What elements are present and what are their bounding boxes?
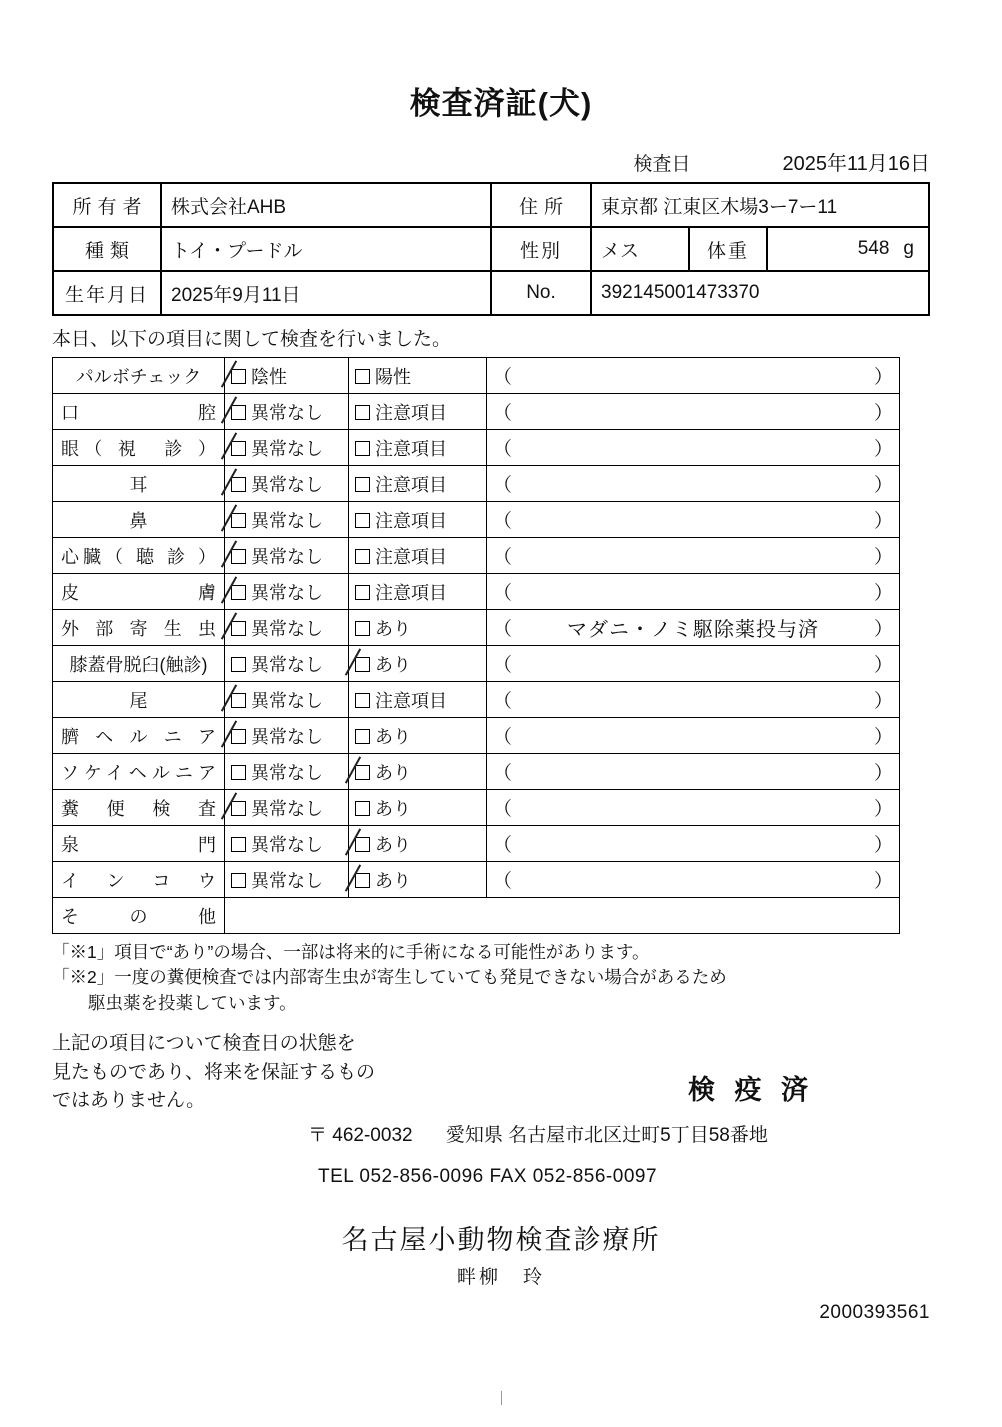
checklist-option-b[interactable] (349, 826, 487, 862)
page-bottom-tick (501, 1391, 502, 1405)
checklist-option-b[interactable] (349, 538, 487, 574)
checklist-option-a[interactable] (225, 358, 349, 394)
no-label: No. (492, 272, 592, 314)
checkbox-icon[interactable] (355, 801, 370, 816)
checkbox-icon[interactable] (355, 693, 370, 708)
checklist-option-b[interactable] (349, 574, 487, 610)
checklist-item-label: 泉 門 (53, 826, 225, 862)
checklist-option-b[interactable] (349, 358, 487, 394)
checklist-option-b-label: あり (375, 762, 411, 783)
checkbox-icon[interactable] (355, 513, 370, 528)
checklist-row (53, 718, 900, 754)
checklist-comment-cell[interactable] (487, 790, 900, 826)
header-row-owner (54, 184, 928, 228)
clinic-contact: TEL 052-856-0096 FAX 052-856-0097 (318, 1166, 658, 1188)
weight-label: 体重 (690, 228, 768, 270)
checklist-option-b-label: 注意項目 (375, 690, 447, 711)
disclaimer-line-1: 上記の項目について検査日の状態を (52, 1033, 356, 1055)
checklist-comment-cell[interactable] (487, 430, 900, 466)
serial-number: 2000393561 (819, 1302, 930, 1324)
checklist-row (53, 898, 900, 934)
checklist-row (53, 790, 900, 826)
checklist-option-b-label: あり (375, 870, 411, 891)
header-row-birth (54, 272, 928, 316)
paren-open: （ (493, 475, 513, 496)
paren-open: （ (493, 799, 513, 820)
checklist-option-a-label: 異常なし (251, 798, 323, 819)
disclaimer-line-2: 見たものであり、将来を保証するもの (52, 1061, 376, 1083)
intro-text: 本日、以下の項目に関して検査を行いました。 (52, 329, 452, 350)
weight-value-cell (768, 228, 928, 270)
checklist-item-label: 外 部 寄 生 虫 (53, 610, 225, 646)
checklist-row (53, 754, 900, 790)
checklist-option-a-label: 異常なし (251, 618, 323, 639)
checklist-option-a-label: 異常なし (251, 690, 323, 711)
checklist-option-b[interactable] (349, 646, 487, 682)
footnote-3: 駆虫薬を投薬しています。 (88, 992, 297, 1013)
checklist-item-label: 尾 (53, 682, 225, 718)
checklist-option-a-label: 異常なし (251, 510, 323, 531)
paren-open: （ (493, 871, 513, 892)
checklist-option-a[interactable] (225, 466, 349, 502)
checkbox-icon[interactable] (355, 765, 370, 780)
checklist-option-a[interactable] (225, 502, 349, 538)
checklist-row (53, 574, 900, 610)
checkbox-icon[interactable] (231, 729, 246, 744)
sex-value: メス (592, 228, 690, 270)
checklist-row (53, 538, 900, 574)
checklist-item-label: ソケイヘルニア (53, 754, 225, 790)
checklist-option-a[interactable] (225, 790, 349, 826)
checklist-option-b-label: 注意項目 (375, 474, 447, 495)
checklist-item-label: 口 腔 (53, 394, 225, 430)
checklist-comment-cell[interactable] (487, 394, 900, 430)
checklist-option-a[interactable] (225, 826, 349, 862)
checklist-option-a[interactable] (225, 610, 349, 646)
checkbox-icon[interactable] (231, 837, 246, 852)
paren-open: （ (493, 367, 513, 388)
birth-value: 2025年9月11日 (162, 272, 492, 314)
checklist-comment-cell[interactable] (487, 358, 900, 394)
checklist-row (53, 610, 900, 646)
paren-close: ） (873, 403, 893, 424)
checklist-option-b-label: あり (375, 618, 411, 639)
paren-open: （ (493, 619, 513, 640)
checklist-row (53, 430, 900, 466)
header-row-kind (54, 228, 928, 272)
paren-open: （ (493, 763, 513, 784)
checklist-row (53, 358, 900, 394)
address-label: 住所 (492, 184, 592, 226)
checklist-option-a[interactable] (225, 862, 349, 898)
birth-label: 生年月日 (54, 272, 162, 314)
checklist-row (53, 394, 900, 430)
checkbox-icon[interactable] (355, 729, 370, 744)
checkbox-icon[interactable] (355, 585, 370, 600)
clinic-address (308, 1120, 768, 1147)
checklist-comment-text: マダニ・ノミ駆除薬投与済 (567, 619, 819, 641)
checkbox-icon[interactable] (355, 549, 370, 564)
checklist-item-label: 皮 膚 (53, 574, 225, 610)
checklist-option-b-label: 注意項目 (375, 546, 447, 567)
checklist-option-a-label: 異常なし (251, 834, 323, 855)
paren-close: ） (873, 655, 893, 676)
checklist-option-b-label: 注意項目 (375, 438, 447, 459)
checkbox-icon[interactable] (231, 657, 246, 672)
checklist-option-b-label: 陽性 (375, 366, 411, 387)
checklist-option-a-label: 異常なし (251, 654, 323, 675)
checklist-option-a-label: 異常なし (251, 726, 323, 747)
checklist-option-b-label: 注意項目 (375, 402, 447, 423)
paren-close: ） (873, 439, 893, 460)
address-value: 東京都 江東区木場3ー7ー11 (601, 196, 838, 218)
checklist-item-label: 耳 (53, 466, 225, 502)
checklist-row (53, 682, 900, 718)
paren-close: ） (873, 511, 893, 532)
footnote-2: 「※2」一度の糞便検査では内部寄生虫が寄生していても発見できない場合があるため (52, 967, 727, 988)
checklist-comment-cell[interactable] (487, 574, 900, 610)
paren-close: ） (873, 871, 893, 892)
paren-close: ） (873, 799, 893, 820)
checklist-item-label: イ ン コ ウ (53, 862, 225, 898)
checklist-option-a-label: 異常なし (251, 402, 323, 423)
checkbox-icon[interactable] (355, 477, 370, 492)
paren-close: ） (873, 763, 893, 784)
checklist-option-b[interactable] (349, 502, 487, 538)
paren-close: ） (873, 583, 893, 604)
weight-value: 548 (857, 238, 890, 259)
checkbox-icon[interactable] (231, 585, 246, 600)
checklist-option-b-label: あり (375, 798, 411, 819)
checkbox-icon[interactable] (355, 405, 370, 420)
exam-date-row (0, 147, 930, 176)
checklist-comment-cell[interactable] (487, 538, 900, 574)
checklist-comment-cell[interactable] (487, 610, 900, 646)
checklist-option-a-label: 異常なし (251, 582, 323, 603)
checklist-item-label: そ の 他 (53, 898, 225, 934)
checkbox-icon[interactable] (231, 405, 246, 420)
paren-open: （ (493, 439, 513, 460)
checkbox-icon[interactable] (355, 369, 370, 384)
checklist-option-a[interactable] (225, 646, 349, 682)
checklist-blank-cell (225, 898, 900, 934)
owner-value: 株式会社AHB (162, 184, 492, 226)
page-title: 検査済証(犬) (409, 86, 593, 121)
checklist-option-a[interactable] (225, 754, 349, 790)
checklist-option-b[interactable] (349, 466, 487, 502)
exam-date-value: 2025年11月16日 (782, 153, 930, 175)
checkbox-icon[interactable] (355, 441, 370, 456)
checklist-comment-cell[interactable] (487, 754, 900, 790)
veterinarian-name: 畔柳 玲 (456, 1267, 545, 1289)
checklist-row (53, 826, 900, 862)
checklist-option-b[interactable] (349, 754, 487, 790)
checklist-item-label: 眼（ 視 診 ） (53, 430, 225, 466)
checklist-option-a-label: 異常なし (251, 474, 323, 495)
checkbox-icon[interactable] (355, 873, 370, 888)
weight-unit: g (903, 238, 914, 259)
checklist-item-label: パルボチェック (53, 358, 225, 394)
checklist-option-b-label: 注意項目 (375, 510, 447, 531)
checkbox-icon[interactable] (231, 801, 246, 816)
checklist-option-b[interactable] (349, 430, 487, 466)
kind-label: 種類 (54, 228, 162, 270)
checkbox-icon[interactable] (355, 837, 370, 852)
checklist-item-label: 糞 便 検 査 (53, 790, 225, 826)
clinic-zip: 〒 462-0032 (308, 1125, 413, 1147)
checklist-item-label: 膝蓋骨脱臼(触診) (53, 646, 225, 682)
checklist-row (53, 502, 900, 538)
checklist-option-a-label: 異常なし (251, 762, 323, 783)
header-table (52, 182, 930, 316)
checkbox-icon[interactable] (231, 693, 246, 708)
checklist-option-a[interactable] (225, 394, 349, 430)
paren-open: （ (493, 511, 513, 532)
checklist-comment-cell[interactable] (487, 826, 900, 862)
checkbox-icon[interactable] (231, 549, 246, 564)
checklist-option-b-label: 注意項目 (375, 582, 447, 603)
checkbox-icon[interactable] (231, 369, 246, 384)
paren-open: （ (493, 691, 513, 712)
sex-label: 性別 (492, 228, 592, 270)
checklist-row (53, 646, 900, 682)
quarantine-stamp: 検 疫 済 (688, 1075, 815, 1106)
paren-open: （ (493, 403, 513, 424)
checklist-option-b[interactable] (349, 610, 487, 646)
kind-value: トイ・プードル (162, 228, 492, 270)
paren-close: ） (873, 619, 893, 640)
checklist-option-b-label: あり (375, 654, 411, 675)
checklist-option-b-label: あり (375, 834, 411, 855)
paren-open: （ (493, 655, 513, 676)
checklist-row (53, 862, 900, 898)
checkbox-icon[interactable] (355, 621, 370, 636)
paren-close: ） (873, 691, 893, 712)
checklist-comment-cell[interactable] (487, 502, 900, 538)
checkbox-icon[interactable] (231, 477, 246, 492)
checklist-option-b-label: あり (375, 726, 411, 747)
disclaimer (52, 1030, 375, 1116)
owner-label: 所有者 (54, 184, 162, 226)
checklist-option-b[interactable] (349, 718, 487, 754)
checklist-row (53, 466, 900, 502)
checkbox-icon[interactable] (231, 621, 246, 636)
checklist-option-b[interactable] (349, 862, 487, 898)
clinic-name: 名古屋小動物検査診療所 (341, 1225, 661, 1256)
checklist-item-label: 心臓（ 聴 診 ） (53, 538, 225, 574)
checklist-option-a-label: 異常なし (251, 438, 323, 459)
checklist-option-b[interactable] (349, 682, 487, 718)
checklist-option-a-label: 陰性 (251, 366, 287, 387)
paren-close: ） (873, 835, 893, 856)
checklist-option-a[interactable] (225, 574, 349, 610)
paren-close: ） (873, 547, 893, 568)
checkbox-icon[interactable] (355, 657, 370, 672)
checklist-item-label: 臍 ヘ ル ニ ア (53, 718, 225, 754)
checklist-option-a-label: 異常なし (251, 870, 323, 891)
footer-block (0, 1030, 1002, 1330)
checklist-table (52, 357, 900, 934)
exam-date-label: 検査日 (633, 154, 691, 175)
footnotes (52, 940, 1002, 1016)
paren-open: （ (493, 727, 513, 748)
checklist-option-a[interactable] (225, 682, 349, 718)
checkbox-icon[interactable] (231, 441, 246, 456)
checklist-comment-cell[interactable] (487, 682, 900, 718)
checklist-comment-cell[interactable] (487, 646, 900, 682)
disclaimer-line-3: ではありません。 (52, 1090, 206, 1112)
checklist-item-label: 鼻 (53, 502, 225, 538)
paren-open: （ (493, 547, 513, 568)
checkbox-icon[interactable] (231, 765, 246, 780)
checklist-comment-cell[interactable] (487, 718, 900, 754)
footnote-1: 「※1」項目で“あり”の場合、一部は将来的に手術になる可能性があります。 (52, 942, 650, 962)
checkbox-icon[interactable] (231, 513, 246, 528)
paren-close: ） (873, 727, 893, 748)
checklist-comment-cell[interactable] (487, 862, 900, 898)
checkbox-icon[interactable] (231, 873, 246, 888)
paren-open: （ (493, 835, 513, 856)
checklist-comment-cell[interactable] (487, 466, 900, 502)
checklist-option-b[interactable] (349, 394, 487, 430)
checklist-option-b[interactable] (349, 790, 487, 826)
checklist-option-a[interactable] (225, 538, 349, 574)
checklist-option-a[interactable] (225, 718, 349, 754)
checklist-option-a-label: 異常なし (251, 546, 323, 567)
paren-close: ） (873, 475, 893, 496)
clinic-address-text: 愛知県 名古屋市北区辻町5丁目58番地 (445, 1125, 768, 1147)
no-value: 392145001473370 (601, 282, 760, 303)
paren-close: ） (873, 367, 893, 388)
checklist-option-a[interactable] (225, 430, 349, 466)
paren-open: （ (493, 583, 513, 604)
